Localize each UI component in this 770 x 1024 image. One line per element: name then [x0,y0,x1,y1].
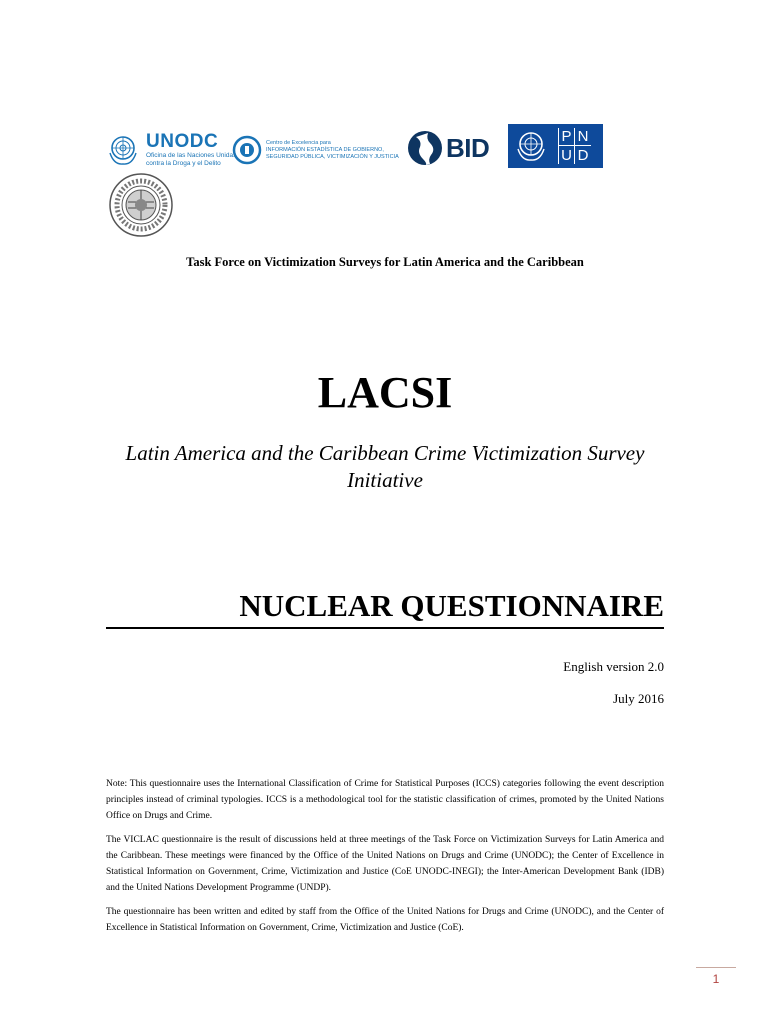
unodc-subtitle-line2: contra la Droga y el Delito [146,160,221,167]
task-force-heading: Task Force on Victimization Surveys for Latin America and the Caribbean [186,255,584,269]
note-paragraph: The VICLAC questionnaire is the result of discussions held at three meetings of the Task Force on Victimization Surveys for Latin America and the Caribbean. These meetings were financed by the Office of the United Nations on Drugs and Crime (UNODC); the Center of Excellence in Statistical Information on Government, Crime, Victimization and Justice (CoE UNODC-INEGI); the Inter-American Development Bank (IDB) and the United Nations Development Programme (UNDP). [106,835,664,893]
page-number: 1 [712,972,720,986]
coe-line1: Centro de Excelencia para [266,139,331,146]
pnud-letter: P [559,128,575,146]
document-title: NUCLEAR QUESTIONNAIRE [106,587,664,629]
un-emblem-icon [514,129,548,163]
coe-line2: INFORMACIÓN ESTADÍSTICA DE GOBIERNO, [266,146,384,153]
initiative-subtitle: Latin America and the Caribbean Crime Victimization Survey Initiative [125,441,645,492]
note-paragraph: The questionnaire has been written and edited by staff from the Office of the United Nations for Drugs and Crime (UNODC), and the Center of Excellence in Statistical Information on Government, Crime, Victimization and Justice (CoE). [106,907,664,933]
un-emblem-icon [106,133,140,167]
pnud-letter: N [575,128,591,146]
unodc-subtitle-line1: Oficina de las Naciones Unidas [146,152,237,159]
page-number-divider [696,967,736,968]
unodc-logo [106,128,236,172]
notes-section [106,776,664,944]
oas-seal-icon [108,172,174,238]
initiative-acronym: LACSI [317,368,453,417]
bid-logo [406,128,489,168]
logo-strip [106,124,626,244]
pnud-letter: D [577,146,589,164]
document-date: July 2016 [613,691,664,706]
oas-logo [108,172,174,238]
pnud-letters [558,128,591,164]
bid-globe-icon [406,129,444,167]
document-version: English version 2.0 [563,659,664,674]
coe-line3: SEGURIDAD PÚBLICA, VICTIMIZACIÓN Y JUSTICIA [266,153,399,160]
unodc-name: UNODC [146,131,219,152]
coe-logo [232,132,399,168]
coe-emblem-icon [232,135,262,165]
note-paragraph: Note: This questionnaire uses the International Classification of Crime for Statistical Purposes (ICCS) categories following the event description principles instead of criminal typologies. ICCS is a methodological tool for the statistic classification of crimes, promoted by the United Nations Office on Drugs and Crime. [106,779,664,821]
pnud-logo [508,124,603,168]
bid-name: BID [446,132,490,163]
pnud-letter: U [559,146,575,164]
